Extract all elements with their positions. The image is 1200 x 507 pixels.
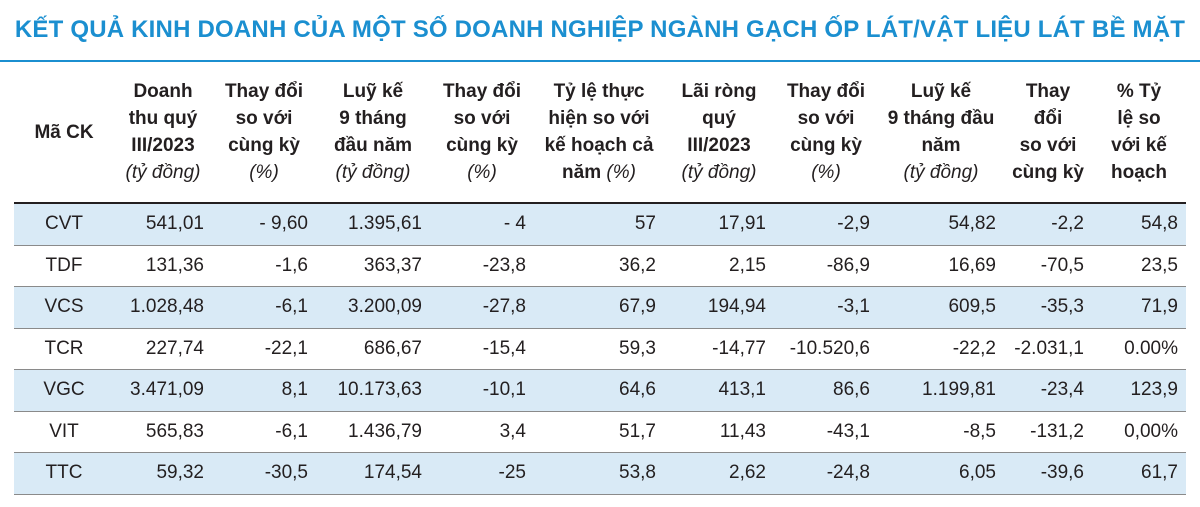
- ticker-cell: VGC: [14, 370, 114, 412]
- value-cell: 565,83: [114, 411, 212, 453]
- value-cell: 3.471,09: [114, 370, 212, 412]
- table-row: [14, 328, 1186, 370]
- column-header-unit: (%): [811, 162, 841, 183]
- value-cell: 413,1: [664, 370, 774, 412]
- value-cell: 123,9: [1092, 370, 1186, 412]
- ticker-cell: VCS: [14, 287, 114, 329]
- ticker-cell: TCR: [14, 328, 114, 370]
- results-table: [14, 62, 1186, 495]
- value-cell: 67,9: [534, 287, 664, 329]
- value-cell: 1.028,48: [114, 287, 212, 329]
- column-header-6: [664, 62, 774, 203]
- value-cell: - 9,60: [212, 203, 316, 245]
- value-cell: -2,2: [1004, 203, 1092, 245]
- value-cell: 0.00%: [1092, 328, 1186, 370]
- value-cell: -6,1: [212, 411, 316, 453]
- value-cell: 17,91: [664, 203, 774, 245]
- column-header-label: Thay đổi so với cùng kỳ: [224, 81, 304, 156]
- value-cell: 2,62: [664, 453, 774, 495]
- value-cell: 64,6: [534, 370, 664, 412]
- value-cell: -23,8: [430, 245, 534, 287]
- value-cell: 23,5: [1092, 245, 1186, 287]
- value-cell: 59,32: [114, 453, 212, 495]
- value-cell: -14,77: [664, 328, 774, 370]
- value-cell: 1.436,79: [316, 411, 430, 453]
- header-row: [14, 62, 1186, 203]
- value-cell: 131,36: [114, 245, 212, 287]
- value-cell: -1,6: [212, 245, 316, 287]
- value-cell: 71,9: [1092, 287, 1186, 329]
- value-cell: 174,54: [316, 453, 430, 495]
- column-header-1: [114, 62, 212, 203]
- value-cell: 54,82: [878, 203, 1004, 245]
- value-cell: 0,00%: [1092, 411, 1186, 453]
- column-header-unit: (%): [467, 162, 497, 183]
- column-header-3: [316, 62, 430, 203]
- value-cell: 541,01: [114, 203, 212, 245]
- value-cell: 54,8: [1092, 203, 1186, 245]
- column-header-7: [774, 62, 878, 203]
- value-cell: 59,3: [534, 328, 664, 370]
- value-cell: -22,2: [878, 328, 1004, 370]
- value-cell: -131,2: [1004, 411, 1092, 453]
- value-cell: 194,94: [664, 287, 774, 329]
- column-header-0: [14, 62, 114, 203]
- value-cell: -27,8: [430, 287, 534, 329]
- table-row: [14, 287, 1186, 329]
- value-cell: 61,7: [1092, 453, 1186, 495]
- value-cell: -24,8: [774, 453, 878, 495]
- column-header-label: Doanh thu quý III/2023: [128, 81, 198, 156]
- value-cell: 16,69: [878, 245, 1004, 287]
- value-cell: 363,37: [316, 245, 430, 287]
- table-row: [14, 370, 1186, 412]
- value-cell: -30,5: [212, 453, 316, 495]
- column-header-unit: (tỷ đồng): [125, 162, 201, 183]
- value-cell: 51,7: [534, 411, 664, 453]
- value-cell: -35,3: [1004, 287, 1092, 329]
- column-header-4: [430, 62, 534, 203]
- column-header-label: Lãi ròng quý III/2023: [681, 81, 757, 156]
- value-cell: -22,1: [212, 328, 316, 370]
- table-title: KẾT QUẢ KINH DOANH CỦA MỘT SỐ DOANH NGHIỆP NGÀNH GẠCH ỐP LÁT/VẬT LIỆU LÁT BỀ MẶT: [0, 0, 1200, 62]
- value-cell: -70,5: [1004, 245, 1092, 287]
- table-row: [14, 411, 1186, 453]
- column-header-10: [1092, 62, 1186, 203]
- column-header-unit: (tỷ đồng): [903, 162, 979, 183]
- value-cell: 3,4: [430, 411, 534, 453]
- column-header-5: [534, 62, 664, 203]
- column-header-label: Thay đổi so với cùng kỳ: [442, 81, 522, 156]
- value-cell: -10,1: [430, 370, 534, 412]
- ticker-cell: TDF: [14, 245, 114, 287]
- value-cell: 686,67: [316, 328, 430, 370]
- value-cell: -2.031,1: [1004, 328, 1092, 370]
- value-cell: -10.520,6: [774, 328, 878, 370]
- value-cell: -43,1: [774, 411, 878, 453]
- column-header-label: Thay đổi so với cùng kỳ: [786, 81, 866, 156]
- value-cell: 86,6: [774, 370, 878, 412]
- column-header-label: Luỹ kế 9 tháng đầu năm: [887, 81, 995, 156]
- value-cell: 2,15: [664, 245, 774, 287]
- value-cell: 36,2: [534, 245, 664, 287]
- column-header-label: % Tỷ lệ so với kế hoạch: [1111, 81, 1167, 183]
- value-cell: 6,05: [878, 453, 1004, 495]
- table-row: [14, 453, 1186, 495]
- value-cell: 8,1: [212, 370, 316, 412]
- table-row: [14, 245, 1186, 287]
- value-cell: 609,5: [878, 287, 1004, 329]
- value-cell: - 4: [430, 203, 534, 245]
- value-cell: 10.173,63: [316, 370, 430, 412]
- ticker-cell: TTC: [14, 453, 114, 495]
- column-header-2: [212, 62, 316, 203]
- ticker-cell: CVT: [14, 203, 114, 245]
- value-cell: -25: [430, 453, 534, 495]
- column-header-label: Thay đổi so với cùng kỳ: [1012, 81, 1084, 183]
- value-cell: -86,9: [774, 245, 878, 287]
- column-header-unit: (tỷ đồng): [681, 162, 757, 183]
- column-header-unit: (%): [249, 162, 279, 183]
- value-cell: 11,43: [664, 411, 774, 453]
- column-header-label: Tỷ lệ thực hiện so với kế hoạch cả năm (%): [544, 81, 654, 183]
- table-body: [14, 203, 1186, 494]
- value-cell: 57: [534, 203, 664, 245]
- value-cell: 227,74: [114, 328, 212, 370]
- ticker-cell: VIT: [14, 411, 114, 453]
- value-cell: 1.395,61: [316, 203, 430, 245]
- column-header-label: Luỹ kế 9 tháng đầu năm: [333, 81, 413, 156]
- column-header-9: [1004, 62, 1092, 203]
- value-cell: -8,5: [878, 411, 1004, 453]
- value-cell: -6,1: [212, 287, 316, 329]
- value-cell: -15,4: [430, 328, 534, 370]
- value-cell: -39,6: [1004, 453, 1092, 495]
- value-cell: -3,1: [774, 287, 878, 329]
- value-cell: -2,9: [774, 203, 878, 245]
- value-cell: 53,8: [534, 453, 664, 495]
- column-header-8: [878, 62, 1004, 203]
- table-row: [14, 203, 1186, 245]
- column-header-label: Mã CK: [34, 121, 94, 143]
- value-cell: 1.199,81: [878, 370, 1004, 412]
- value-cell: -23,4: [1004, 370, 1092, 412]
- value-cell: 3.200,09: [316, 287, 430, 329]
- column-header-unit: (tỷ đồng): [335, 162, 411, 183]
